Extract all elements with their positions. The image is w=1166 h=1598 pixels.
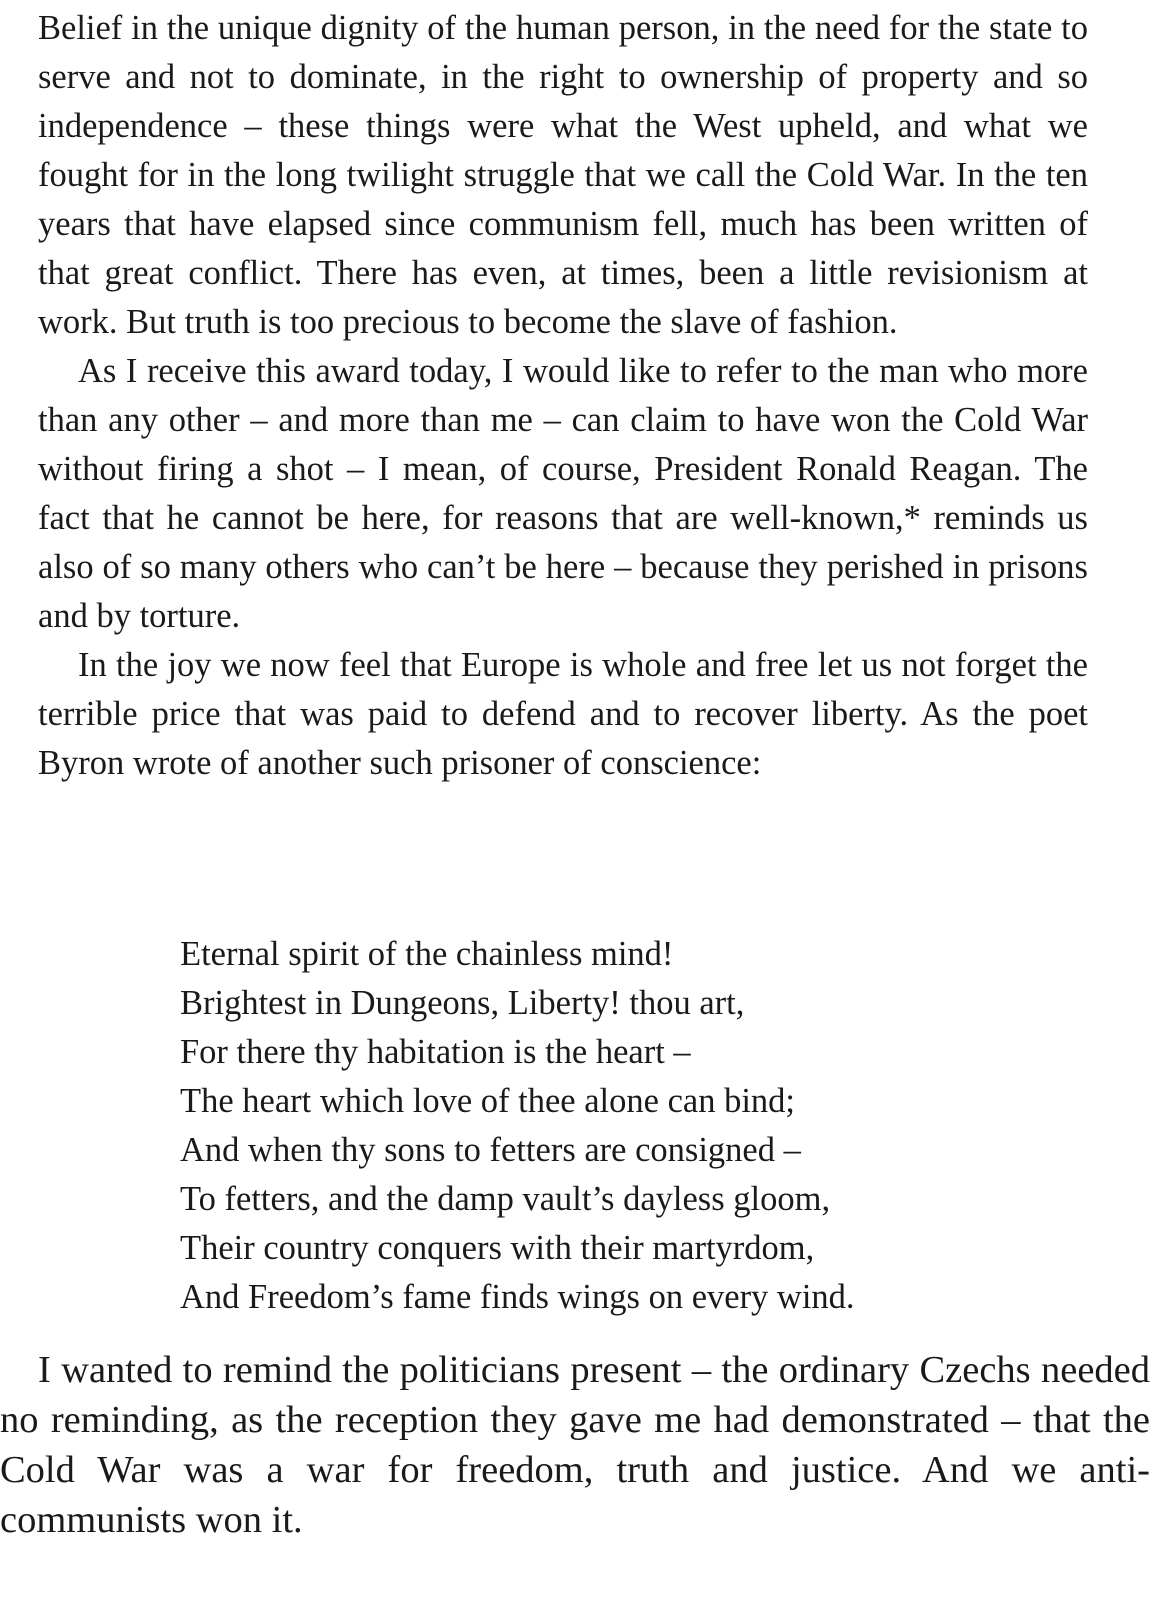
poem-line-8: And Freedom’s fame finds wings on every wind. [180, 1278, 855, 1316]
poem-line-1: Eternal spirit of the chainless mind! [180, 935, 674, 973]
poem-line-2: Brightest in Dungeons, Liberty! thou art, [180, 984, 745, 1022]
commentary-paragraph: I wanted to remind the politicians present – the ordinary Czechs needed no reminding, as the reception they gave me had demonstrated – that the Cold War was a war for freedom, truth and justice. And we anti-communists won it. [0, 1349, 1150, 1541]
byron-poem [180, 930, 1040, 1322]
poem-line-5: And when thy sons to fetters are consigned – [180, 1131, 801, 1169]
poem-line-4: The heart which love of thee alone can bind; [180, 1082, 796, 1120]
speech-paragraph-3: In the joy we now feel that Europe is whole and free let us not forget the terrible price that was paid to defend and to recover liberty. As the poet Byron wrote of another such prisoner of conscience: [38, 646, 1088, 782]
speech-paragraph-2: As I receive this award today, I would like to refer to the man who more than any other – and more than me – can claim to have won the Cold War without firing a shot – I mean, of course, President Ronald Reagan. The fact that he cannot be here, for reasons that are well-known,* reminds us also of so many others who can’t be here – because they perished in prisons and by torture. [38, 352, 1088, 635]
quoted-speech [38, 4, 1088, 788]
poem-line-7: Their country conquers with their martyrdom, [180, 1229, 815, 1267]
speech-paragraph-1: Belief in the unique dignity of the human person, in the need for the state to serve and not to dominate, in the right to ownership of property and so independence – these things were what the West upheld, and what we fought for in the long twilight struggle that we call the Cold War. In the ten years that have elapsed since communism fell, much has been written of that great conflict. There has even, at times, been a little revisionism at work. But truth is too precious to become the slave of fashion. [38, 9, 1088, 341]
poem-line-6: To fetters, and the damp vault’s dayless gloom, [180, 1180, 831, 1218]
author-commentary [0, 1345, 1150, 1545]
poem-line-3: For there thy habitation is the heart – [180, 1033, 691, 1071]
